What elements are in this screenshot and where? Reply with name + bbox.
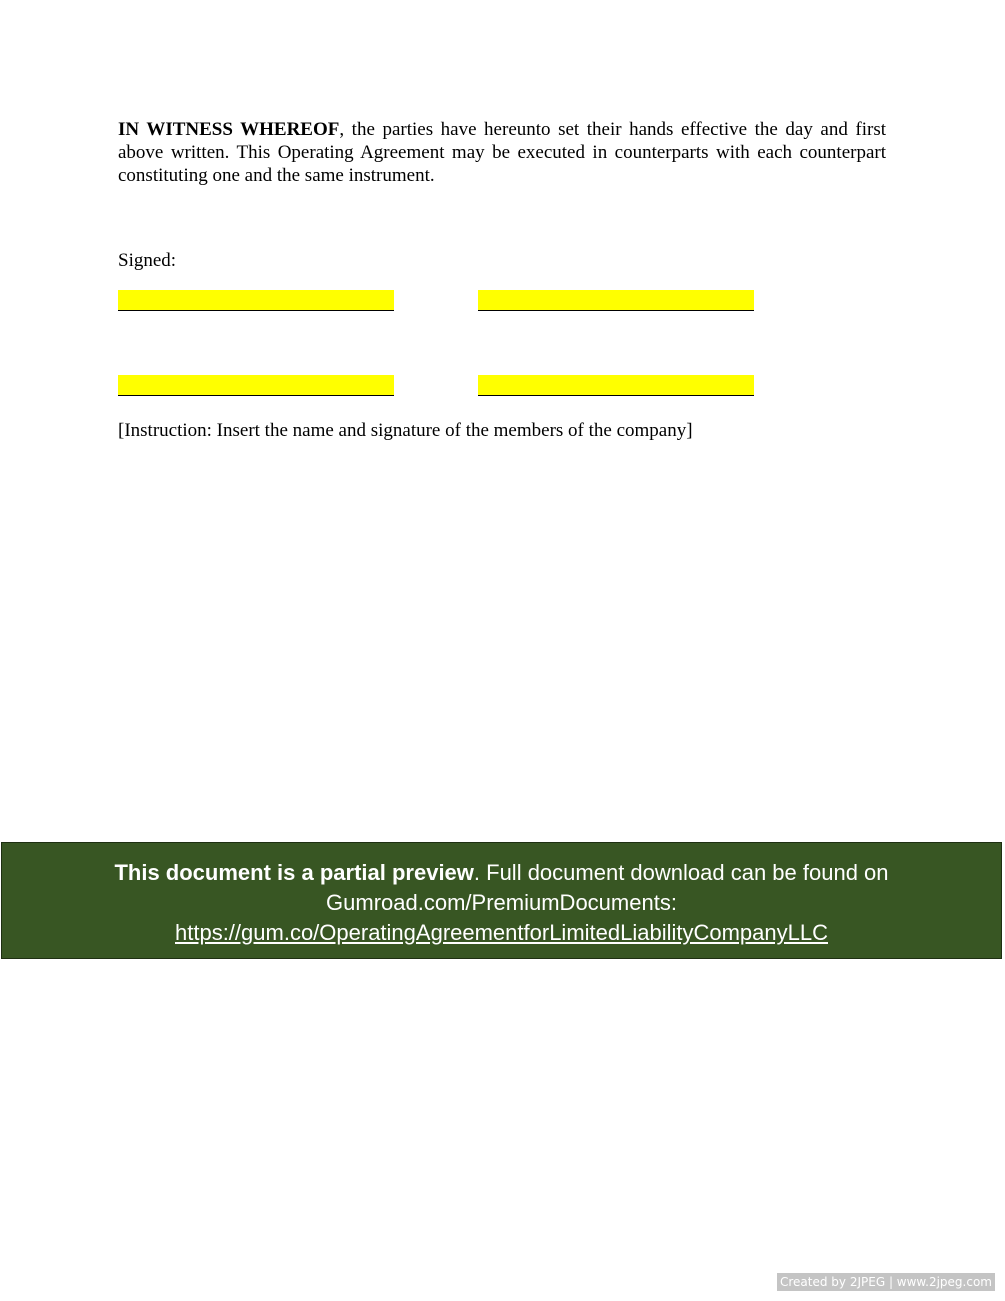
witness-paragraph	[118, 118, 886, 187]
witness-text: , the parties have hereunto set their hands effective the day and first above written. This Operating Agreement may be executed in counterparts with each counterpart constituting one and the same instrument.	[118, 119, 886, 186]
instruction-note: [Instruction: Insert the name and signature of the members of the company]	[118, 420, 693, 441]
download-link[interactable]: https://gum.co/OperatingAgreementforLimitedLiabilityCompanyLLC	[175, 920, 828, 945]
preview-banner	[1, 842, 1002, 959]
signed-label: Signed:	[118, 250, 177, 271]
banner-text: . Full document download can be found on	[473, 860, 889, 885]
signature-field-1[interactable]	[118, 290, 394, 311]
banner-line-2: Gumroad.com/PremiumDocuments:	[326, 890, 677, 915]
signature-field-4[interactable]	[478, 375, 754, 396]
signature-field-2[interactable]	[478, 290, 754, 311]
witness-bold-lead: IN WITNESS WHEREOF	[118, 119, 340, 140]
banner-bold-text: This document is a partial preview	[114, 860, 474, 885]
watermark-label: Created by 2JPEG | www.2jpeg.com	[777, 1273, 995, 1291]
signature-field-3[interactable]	[118, 375, 394, 396]
banner-line-1	[2, 858, 1001, 888]
